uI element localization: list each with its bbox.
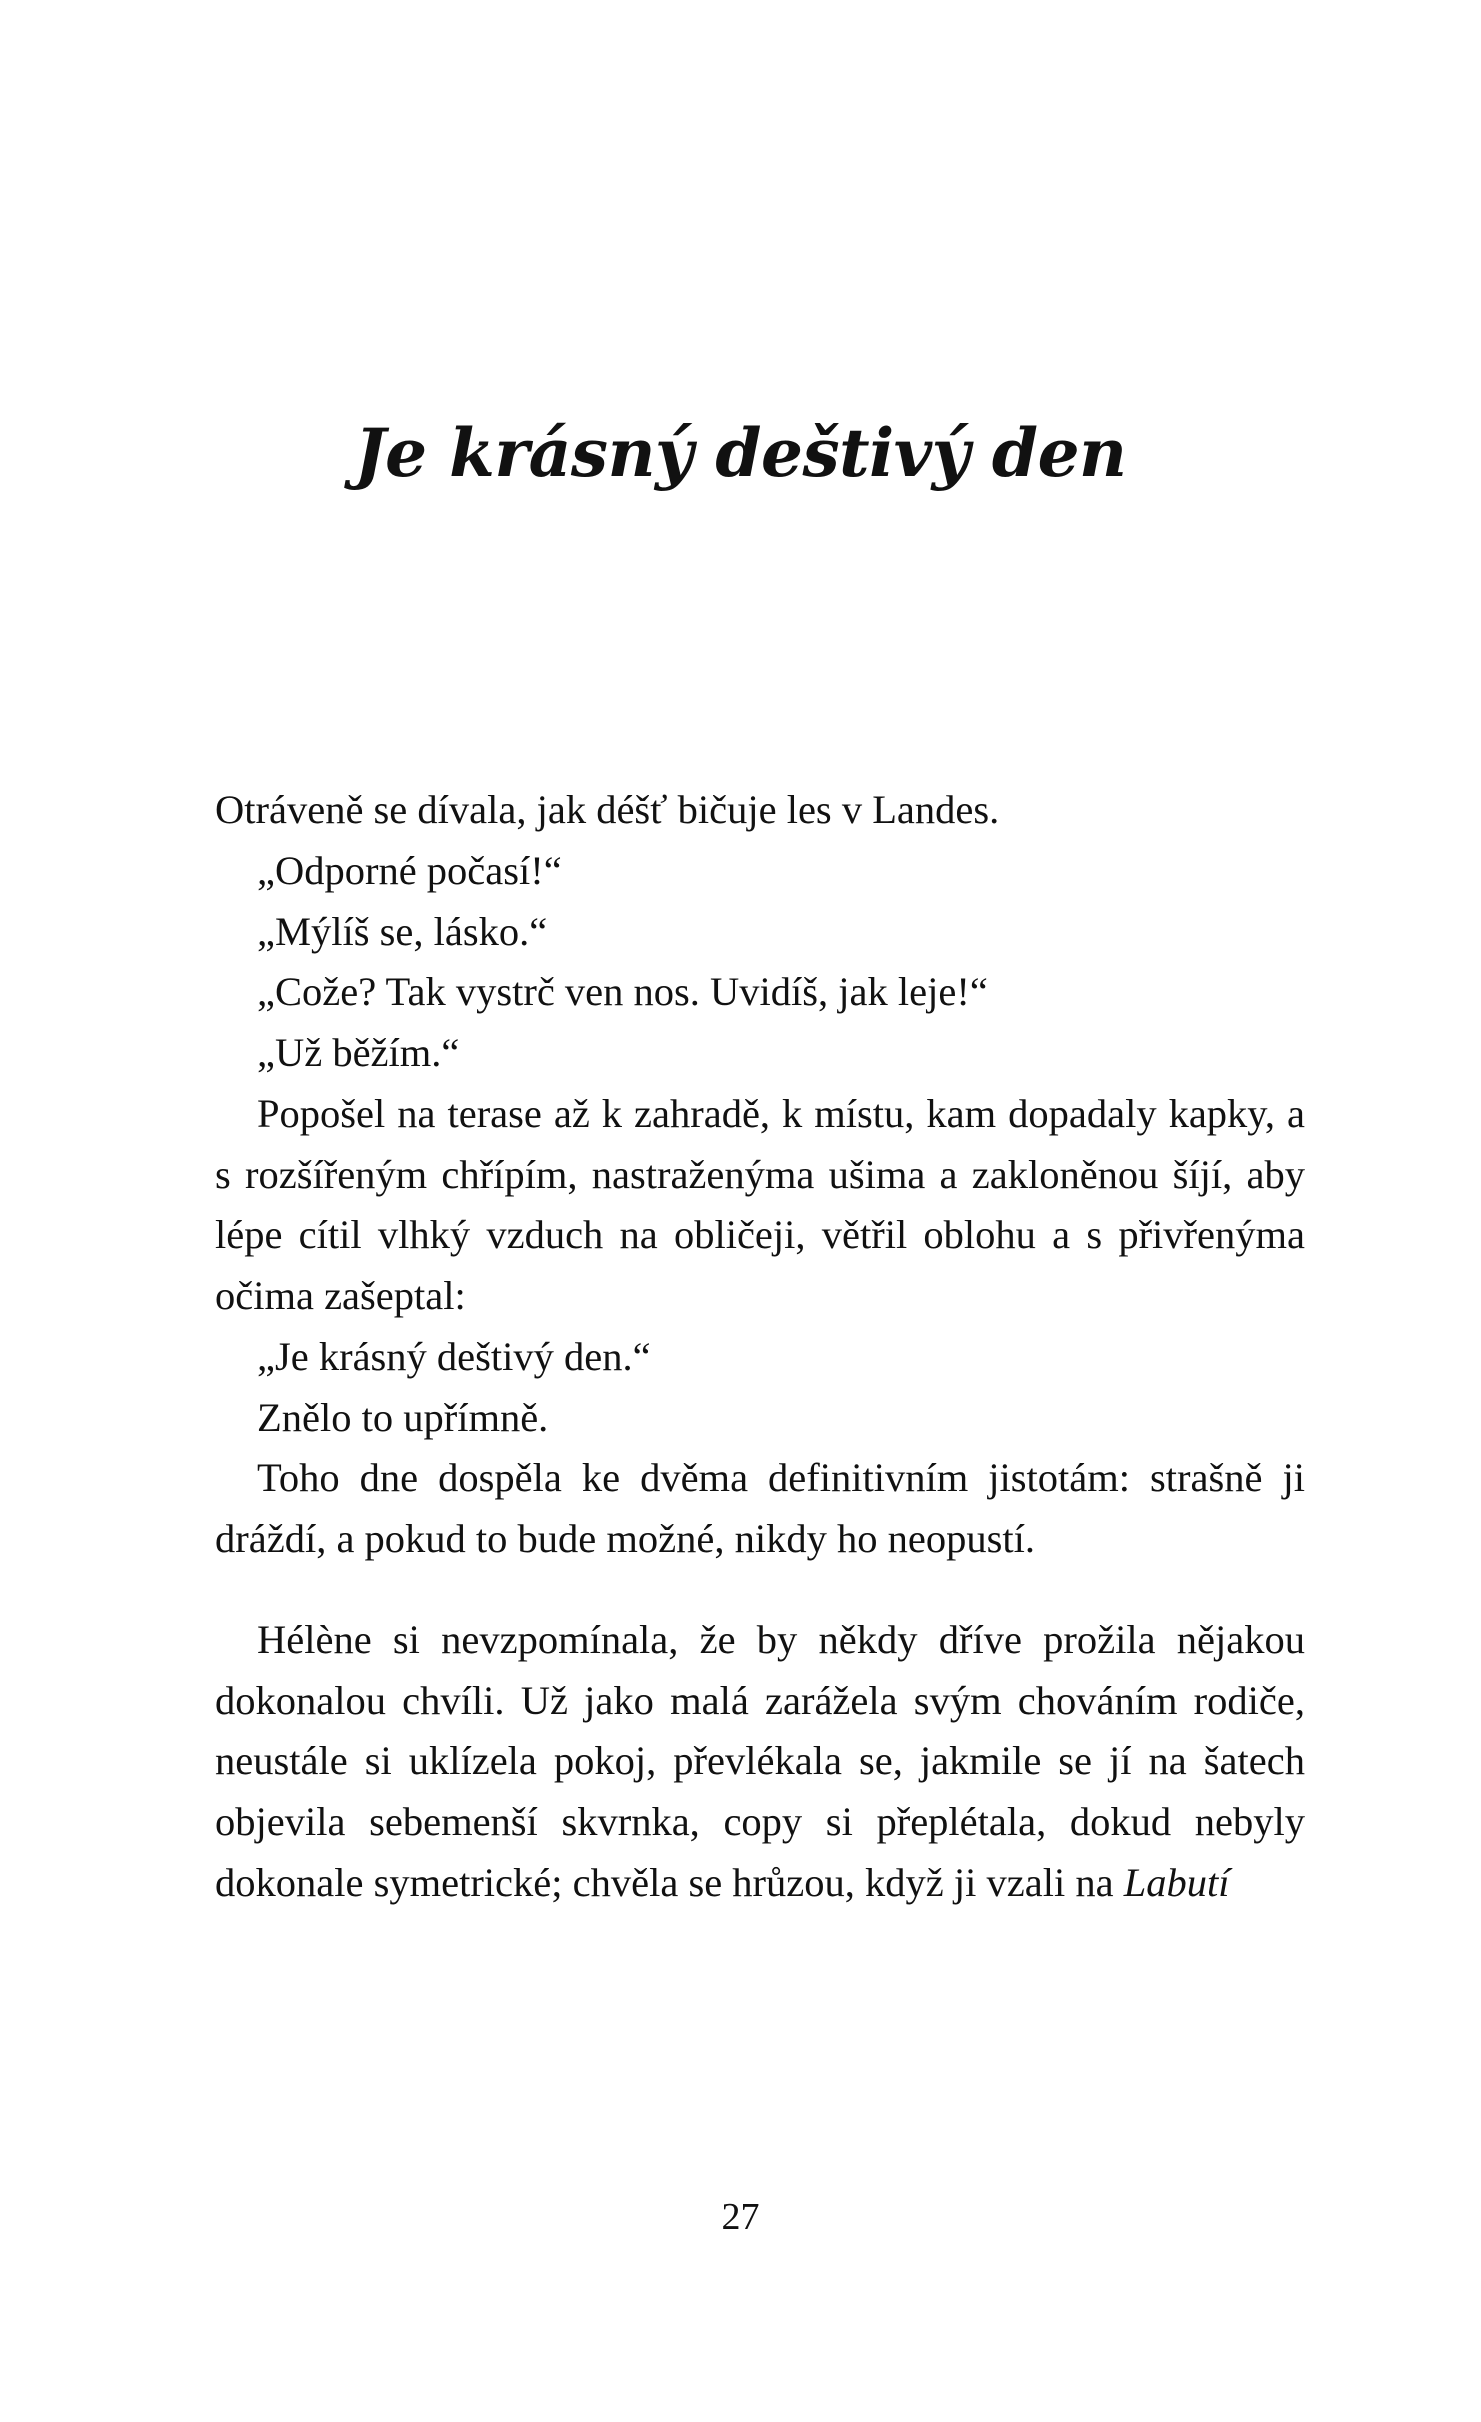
paragraph-7: „Je krásný deštivý den.“ (257, 1333, 651, 1379)
paragraph-10 (215, 1610, 1305, 1914)
paragraph-5: „Už běžím.“ (257, 1030, 460, 1075)
page-number: 27 (721, 2196, 760, 2238)
paragraph-2: „Odporné počasí!“ (257, 847, 562, 893)
paragraph-9: Toho dne dospěla ke dvěma definitivním jistotám: strašně ji dráždí, a pokud to bude možné, nikdy ho neopustí. (215, 1455, 1305, 1561)
paragraph-8: Znělo to upřímně. (257, 1394, 549, 1440)
paragraph-1: Otráveně se dívala, jak déšť bičuje les v Landes. (215, 787, 1000, 832)
paragraph-spacer (215, 1570, 1305, 1610)
paragraph-10-text: Hélène si nevzpomínala, že by někdy dříve prožila nějakou dokonalou chvíli. Už jako malá zarážela svým chováním rodiče, neustále si uklízela pokoj, převlékala se, jakmile se jí na šatech objevila sebemenší skvrnka, copy si přeplétala, dokud nebyly dokonale symetrické; chvěla se hrůzou, když ji vzali na (215, 1616, 1305, 1905)
page-title: Je krásný deštivý den (354, 414, 1127, 493)
paragraph-4: „Cože? Tak vystrč ven nos. Uvidíš, jak leje!“ (257, 969, 988, 1015)
paragraph-6: Popošel na terase až k zahradě, k místu, kam dopadaly kapky, a s rozšířeným chřípím, nastraženýma ušima a zakloněnou šíjí, aby lépe cítil vlhký vzduch na obličeji, větřil oblohu a s přivřenýma očima zašeptal: (215, 1090, 1305, 1318)
body-text (215, 780, 1305, 1914)
paragraph-3: „Mýlíš se, lásko.“ (257, 908, 548, 954)
paragraph-10-italic-tail: Labutí (1123, 1859, 1230, 1905)
